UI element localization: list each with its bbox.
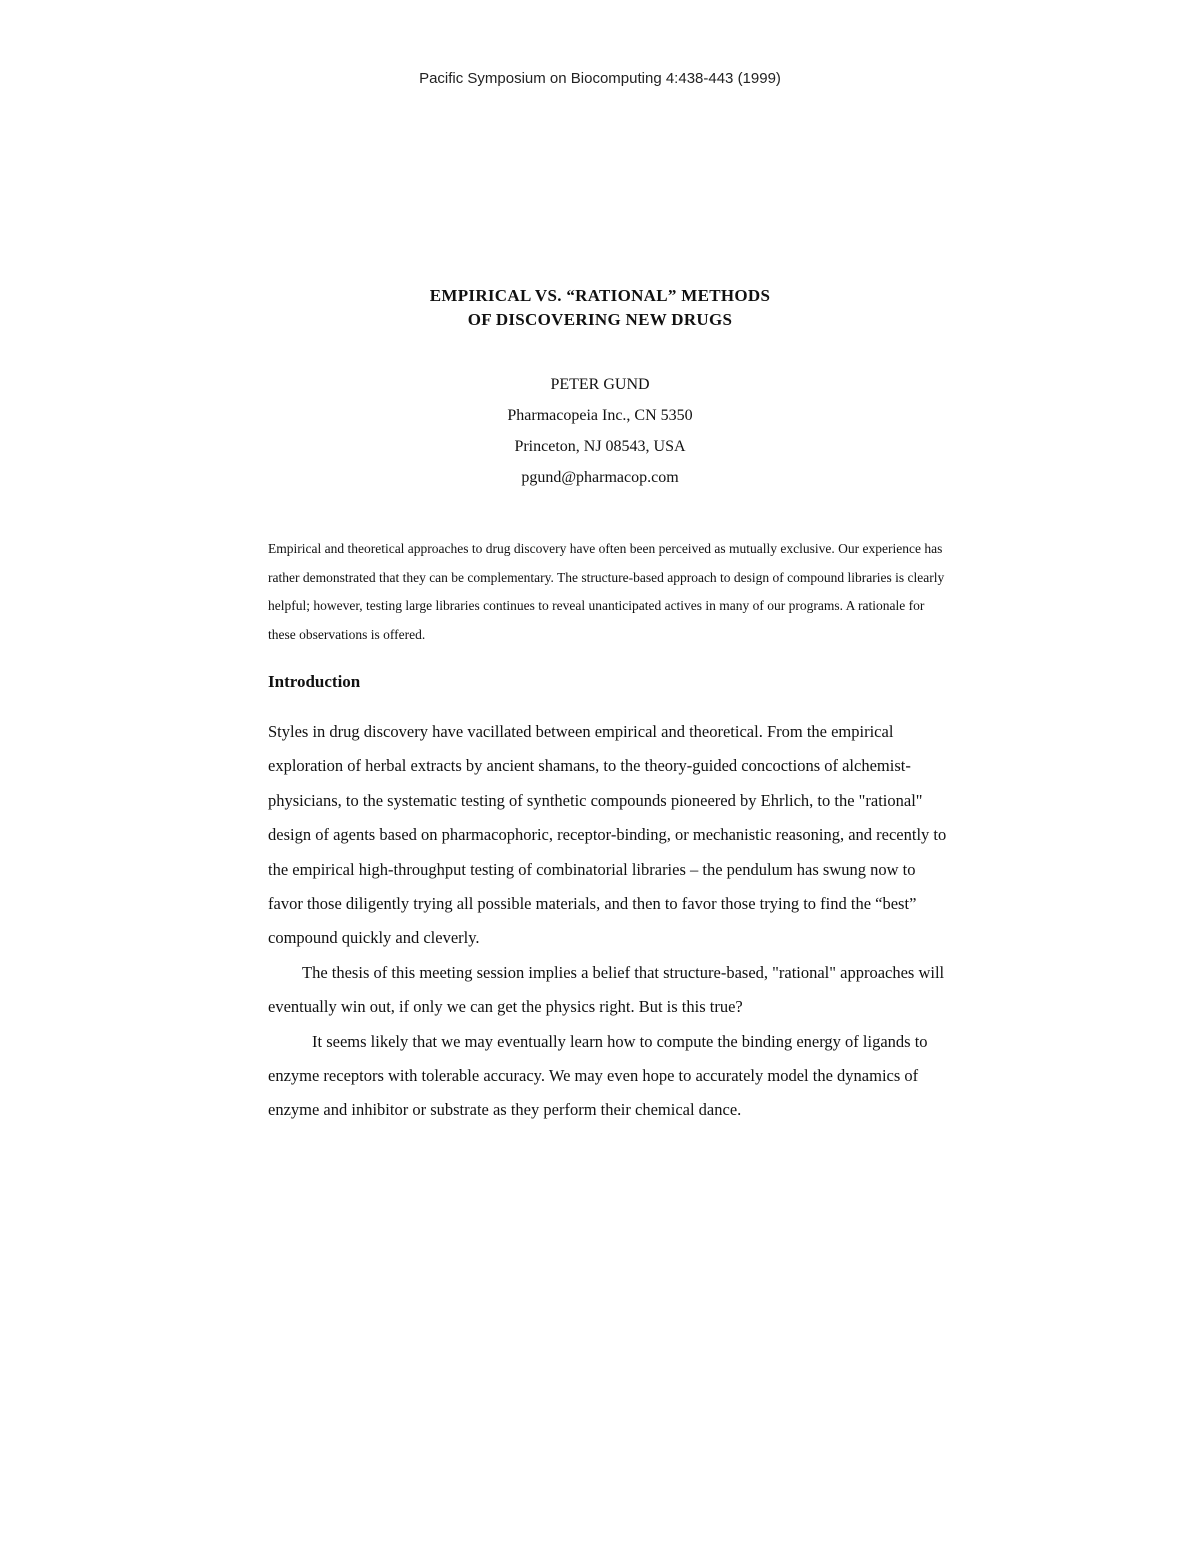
introduction-body (268, 715, 948, 1128)
author-email: pgund@pharmacop.com (521, 469, 679, 486)
author-address: Princeton, NJ 08543, USA (514, 438, 686, 455)
abstract (268, 535, 948, 649)
body-paragraph: Styles in drug discovery have vacillated between empirical and theoretical. From the empirical exploration of herbal extracts by ancient shamans, to the theory-guided concoctions of alchemist-physicians, to the systematic testing of synthetic compounds pioneered by Ehrlich, to the "rational" design of agents based on pharmacophoric, receptor-binding, or mechanistic reasoning, and recently to the empirical high-throughput testing of combinatorial libraries – the pendulum has swung now to favor those diligently trying all possible materials, and then to favor those trying to find the “best” compound quickly and cleverly. (268, 722, 947, 948)
abstract-text: Empirical and theoretical approaches to drug discovery have often been perceived as mutually exclusive. Our experience has rather demonstrated that they can be complementary. The structure-based approach to design of compound libraries is clearly helpful; however, testing large libraries continues to reveal unanticipated actives in many of our programs. A rationale for these observations is offered. (268, 541, 945, 642)
author-name: PETER GUND (550, 376, 650, 393)
section-heading-introduction: Introduction (268, 672, 361, 691)
author-affiliation: Pharmacopeia Inc., CN 5350 (507, 407, 693, 424)
paper-title (0, 284, 1200, 332)
body-paragraph: The thesis of this meeting session implies a belief that structure-based, "rational" approaches will eventually win out, if only we can get the physics right. But is this true? (268, 962, 945, 1017)
running-header: Pacific Symposium on Biocomputing 4:438-443 (1999) (419, 70, 781, 87)
title-line-1: EMPIRICAL VS. “RATIONAL” METHODS (429, 286, 771, 305)
author-block (0, 369, 1200, 493)
title-line-2: OF DISCOVERING NEW DRUGS (467, 310, 733, 329)
body-paragraph: It seems likely that we may eventually learn how to compute the binding energy of ligands to enzyme receptors with tolerable accuracy. We may even hope to accurately model the dynamics of enzyme and inhibitor or substrate as they perform their chemical dance. (268, 1031, 928, 1120)
